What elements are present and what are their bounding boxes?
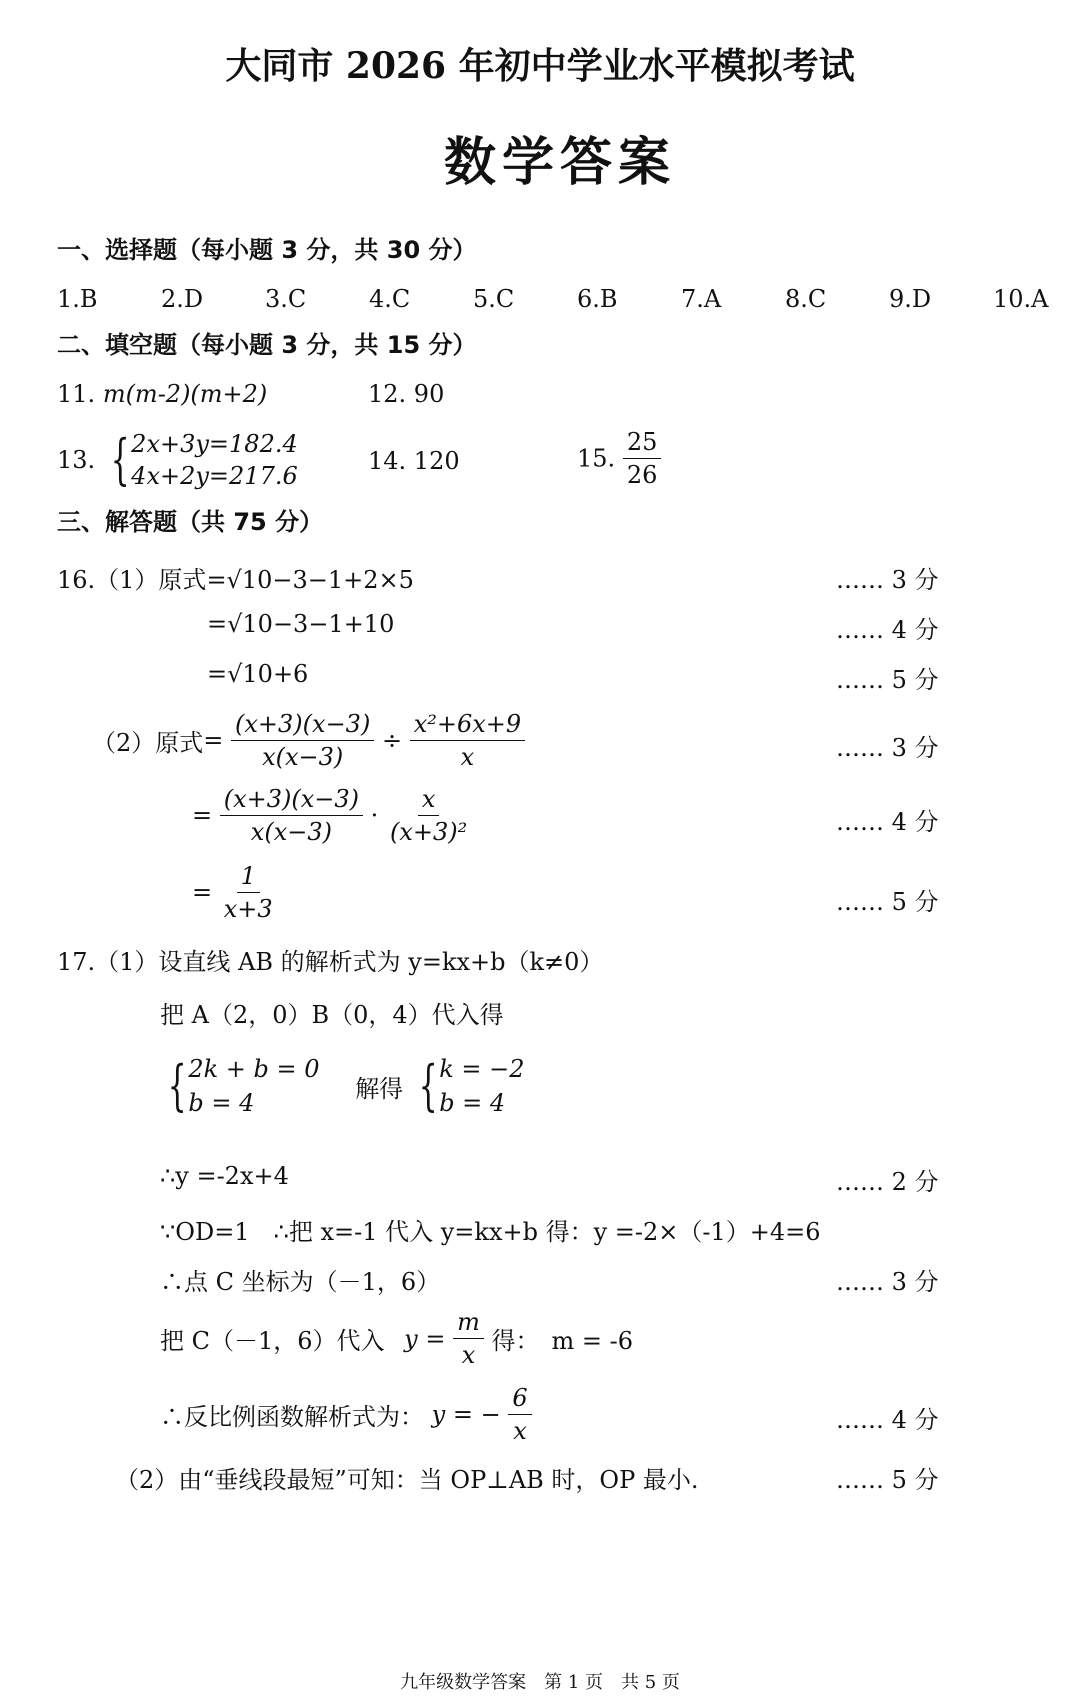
mc-answer: 1.B xyxy=(57,285,98,313)
mc-answer: 9.D xyxy=(889,285,932,313)
q16-score-5: …… 4 分 xyxy=(836,808,939,836)
q17-line6: 把 C（－1，6）代入 y = $\frac{m}{x}$ 得： m = -6 xyxy=(160,1308,634,1369)
q16-score-2: …… 4 分 xyxy=(836,616,939,644)
q17-score-3: …… 4 分 xyxy=(836,1406,939,1434)
q17-line1: 17.（1）设直线 AB 的解析式为 y=kx+b（k≠0） xyxy=(57,948,604,976)
q16-score-6: …… 5 分 xyxy=(836,888,939,916)
section-3-heading: 三、解答题（共 75 分） xyxy=(57,508,324,536)
q17-line2: 把 A（2，0）B（0，4）代入得 xyxy=(160,1001,504,1029)
q17-system: { 2k + b = 0 b = 4 解得 { k = −2 b = 4 xyxy=(167,1054,525,1117)
mc-answer: 8.C xyxy=(785,285,827,313)
mc-answer: 6.B xyxy=(577,285,618,313)
exam-title: 大同市 2026 年初中学业水平模拟考试 xyxy=(225,45,855,87)
q17-line4: ∵OD=1 ∴把 x=-1 代入 y=kx+b 得：y =-2×（-1）+4=6 xyxy=(160,1218,821,1246)
q17-line7: ∴反比例函数解析式为： y = − $\frac{6}{x}$ xyxy=(160,1384,532,1445)
q17-part2: （2）由“垂线段最短”可知：当 OP⊥AB 时，OP 最小. xyxy=(115,1466,699,1494)
q13-brace: { xyxy=(110,428,130,491)
q16-score-4: …… 3 分 xyxy=(836,734,939,762)
section-2-heading: 二、填空题（每小题 3 分，共 15 分） xyxy=(57,331,477,359)
mc-answer: 2.D xyxy=(161,285,204,313)
q17-score-4: …… 5 分 xyxy=(836,1466,939,1494)
mc-answer: 3.C xyxy=(265,285,307,313)
q17-line3: ∴y =-2x+4 xyxy=(160,1162,289,1190)
q17-score-1: …… 2 分 xyxy=(836,1168,939,1196)
mc-answer: 4.C xyxy=(369,285,411,313)
q16-part2-line1: （2）原式= $\frac{(x+3)(x-3)}{x(x-3)}$ ÷ $\frac{\text{x²+6x+9}}{x}$ xyxy=(92,710,525,771)
q13-answer: 13. { 2x+3y=182.4 4x+2y=217.6 xyxy=(57,428,298,491)
answer-title: 数学答案 xyxy=(443,132,676,193)
q16-part2-line3: = $\frac{1}{x+3}$ xyxy=(192,862,273,923)
page-footer: 九年级数学答案 第 1 页 共 5 页 xyxy=(400,1672,680,1693)
section-1-heading: 一、选择题（每小题 3 分，共 30 分） xyxy=(57,236,477,264)
q16-score-3: …… 5 分 xyxy=(836,666,939,694)
q15-answer: 15. $\frac{25}{26}$ xyxy=(577,428,661,489)
mc-answer: 10.A xyxy=(993,285,1049,313)
q17-score-2: …… 3 分 xyxy=(836,1268,939,1296)
mc-answer: 5.C xyxy=(473,285,515,313)
q16-score-1: …… 3 分 xyxy=(836,566,939,594)
q12-answer: 12. 90 xyxy=(368,380,445,408)
q11-answer: 11. m(m-2)(m+2) xyxy=(57,380,268,408)
q16-part1-line3: =√10+6 xyxy=(207,660,309,688)
q16-part1-line1: 16.（1）原式=√10−3−1+2×5 xyxy=(57,566,414,594)
mc-answer: 7.A xyxy=(681,285,722,313)
q17-line5: ∴点 C 坐标为（－1，6） xyxy=(160,1268,441,1296)
q16-part1-line2: =√10−3−1+10 xyxy=(207,610,395,638)
q16-part2-line2: = $\frac{(x+3)(x-3)}{x(x-3)}$ · $\frac{x}{\text{(x+3)²}}$ xyxy=(192,785,468,846)
q14-answer: 14. 120 xyxy=(368,447,460,475)
